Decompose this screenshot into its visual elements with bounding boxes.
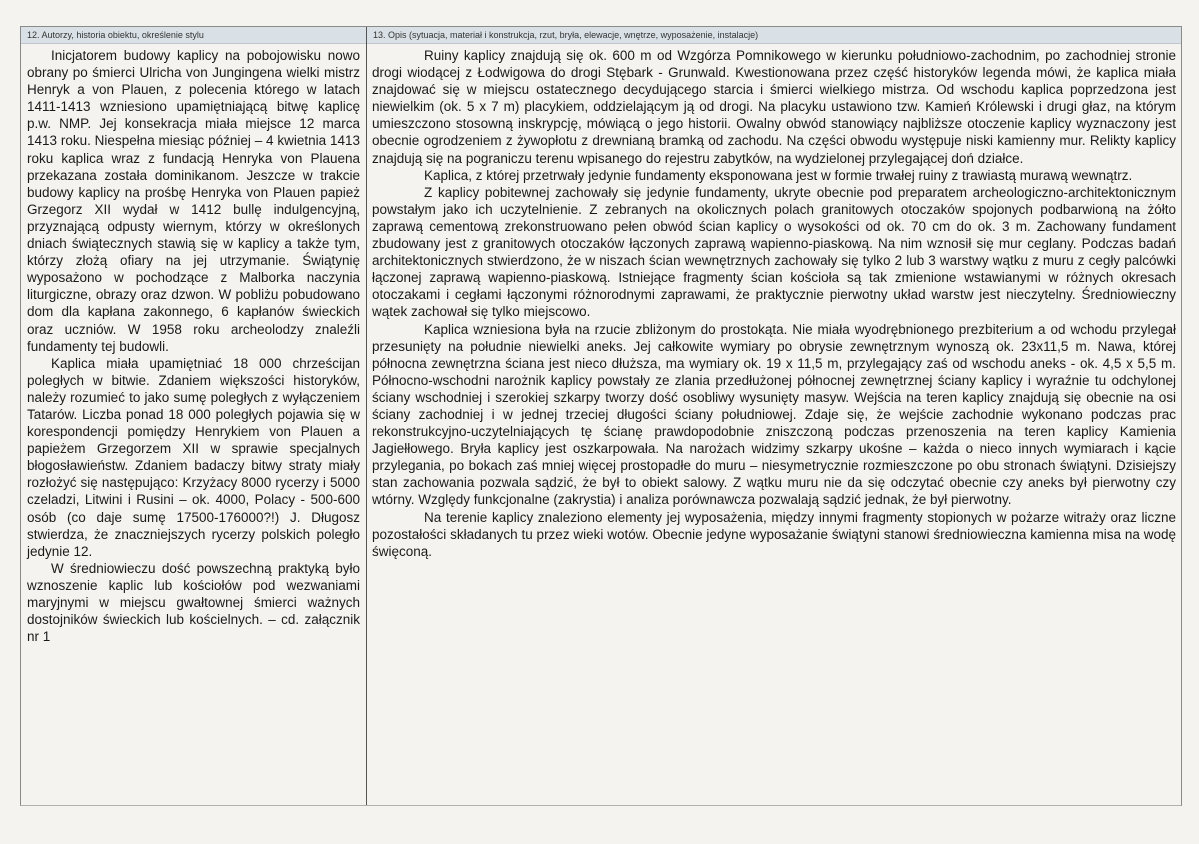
description-text	[367, 44, 1181, 560]
description-header: 13. Opis (sytuacja, materiał i konstrukcja, rzut, bryła, elewacje, wnętrze, wyposażenie, instalacje)	[367, 27, 1181, 44]
description-paragraph-4: Kaplica wzniesiona była na rzucie zbliżonym do prostokąta. Nie miała wyodrębnionego prezbiterium a od wchodu przylegał przesunięty na południe niewielki aneks. Jej całkowite wymiary po obrysie zewnętrznym wynoszą ok. 23x11,5 m. Nawa, której północna zewnętrzna ściana jest nieco dłuższa, ma wymiary ok. 19 x 11,5 m, przylegający zaś od wschodu aneks - ok. 4,5 x 5,5 m. Północno-wschodni narożnik kaplicy powstały ze zlania przedłużonej północnej zewnętrznej ściany kaplicy i wyraźnie tu odchylonej ściany wschodniej i szerokiej szkarpy tworzy dość osobliwy wysunięty masyw. Wejścia na teren kaplicy znajdują się obecnie na osi ściany zachodniej i w jednej trzeciej długości ściany południowej. Zdaje się, że wejście zachodnie wykonano podczas prac rekonstrukcyjno-uczytelniających tę ścianę prawdopodobnie zniszczoną podczas przenoszenia na teren kaplicy Kamienia Jagiełłowego. Bryła kaplicy jest oszkarpowała. Na narożach widzimy szkarpy ukośne – każda o nieco innych wymiarach i kącie przylegania, po bokach zaś mniej więcej prostopadłe do muru – niesymetrycznie rozmieszczone po obu stronach świątyni. Dzisiejszy stan zachowania pozwala sądzić, że był to obiekt salowy. Z wątku muru nie da się odczytać obecnie czy aneks był pierwotny czy wtórny. Względy funkcjonalne (zakrystia) i analiza porównawcza pozwalają sądzić jednak, że był pierwotny.	[372, 321, 1176, 508]
description-column	[367, 27, 1181, 805]
history-text	[21, 44, 366, 645]
history-paragraph-2: Kaplica miała upamiętniać 18 000 chrześcijan poległych w bitwie. Zdaniem większości historyków, należy rozumieć to jako sumę poległych z wyłączeniem Tatarów. Liczba ponad 18 000 poległych pojawia się w korespondencji pomiędzy Henrykiem von Plauen a papieżem Grzegorzem XII w sprawie specjalnych błogosławieństw. Zdaniem badaczy bitwy straty miały rozłożyć się następująco: Krzyżacy 8000 rycerzy i 5000 czeladzi, Litwini i Rusini – ok. 4000, Polacy - 500-600 osób (co daje sumę 17500-176000?!) J. Długosz stwierdza, że znaczniejszych rycerzy polskich poległo jedynie 12.	[27, 355, 360, 559]
description-paragraph-2: Kaplica, z której przetrwały jedynie fundamenty eksponowana jest w formie trwałej ruiny z trawiastą murawą wewnątrz.	[424, 167, 1133, 183]
description-paragraph-1: Ruiny kaplicy znajdują się ok. 600 m od Wzgórza Pomnikowego w kierunku południowo-zachodnim, po zachodniej stronie drogi wiodącej z Łodwigowa do drogi Stębark - Grunwald. Kwestionowana przez część historyków legenda mówi, że kaplica miała znajdować się w miejscu ostatecznego decydującego starcia i śmierci wielkiego mistrza. Od wschodu kaplica poprzedzona jest niewielkim (ok. 5 x 7 m) placykiem, oddzielającym ją od drogi. Na placyku ustawiono tzw. Kamień Królewski i drugi głaz, na którym umieszczono stosowną inskrypcję, mówiącą o jego historii. Owalny obwód stanowiący najbliższe otoczenie kaplicy wyznaczony jest obecnie ogrodzeniem z żywopłotu z drewnianą bramką od zachodu. Na części obwodu występuje niski kamienny mur. Relikty kaplicy znajdują się na pograniczu terenu wpisanego do rejestru zabytków, na wydzielonej przylegającej doń działce.	[372, 48, 1176, 166]
history-header: 12. Autorzy, historia obiektu, określenie stylu	[21, 27, 366, 44]
history-column	[21, 27, 367, 805]
description-paragraph-3: Z kaplicy pobitewnej zachowały się jedynie fundamenty, ukryte obecnie pod preparatem archeologiczno-architektonicznym powstałym jako ich uczytelnienie. Z zebranych na okolicznych polach granitowych otoczaków spojonych podbarwioną na żółto zaprawą cementową zrekonstruowano pełen obwód ścian kaplicy o wysokości od ok. 70 cm do ok. 3 m. Zachowany fundament zbudowany jest z granitowych otoczaków łączonych zaprawą wapienno-piaskową. Na nim wznosił się mur ceglany. Podczas badań architektonicznych stwierdzono, że w niszach ścian wewnętrznych zachowały się tylko 2 lub 3 warstwy wątku z muru z cegły palcówki łączonej zaprawą wapienno-piaskową. Istniejące fragmenty ścian kościoła są tak zmienione wstawianymi w różnych okresach otoczakami i cegłami łączonymi różnorodnymi zaprawami, że praktycznie pierwotny układ warstw jest nieczytelny. Średniowieczny wątek zachował się tylko miejscowo.	[372, 184, 1176, 320]
history-paragraph-1: Inicjatorem budowy kaplicy na pobojowisku nowo obrany po śmierci Ulricha von Jungingena wielki mistrz Henryk a von Plauen, z polecenia którego w latach 1411-1413 wzniesiono upamiętniającą bitwę kaplicę p.w. NMP. Jej konsekracja miała miejsce 12 marca 1413 roku. Niespełna miesiąc później – 4 kwietnia 1413 roku kaplica wraz z fundacją Henryka von Plauena przekazana została dominikanom. Jeszcze w trakcie budowy kaplicy na prośbę Henryka von Plauen papież Grzegorz XII wydał w 1412 bullę indulgencyjną, przyznającą odpusty wiernym, którzy w określonych dniach świątecznych stawią się w kaplicy a także tym, którzy złożą ofiary na jej utrzymanie. Świątynię wyposażono w pochodzące z Malborka naczynia liturgiczne, obrazy oraz dzwon. W pobliżu pobudowano dom dla kapłana zakonnego, 6 kapłanów świeckich oraz uczniów. W 1958 roku archeolodzy znaleźli fundamenty tej budowli.	[27, 48, 360, 354]
history-paragraph-3: W średniowieczu dość powszechną praktyką było wznoszenie kaplic lub kościołów pod wezwaniami maryjnymi w miejscu gwałtownej śmierci ważnych dostojników świeckich lub kościelnych. – cd. załącznik nr 1	[27, 560, 360, 645]
form-sheet	[20, 26, 1182, 806]
description-paragraph-5: Na terenie kaplicy znaleziono elementy jej wyposażenia, między innymi fragmenty stopionych w pożarze witraży oraz liczne pozostałości składanych tu przez wieki wotów. Obecnie jedyne wyposażanie świątyni stanowi średniowieczna kamienna misa na wodę święconą.	[372, 509, 1176, 559]
